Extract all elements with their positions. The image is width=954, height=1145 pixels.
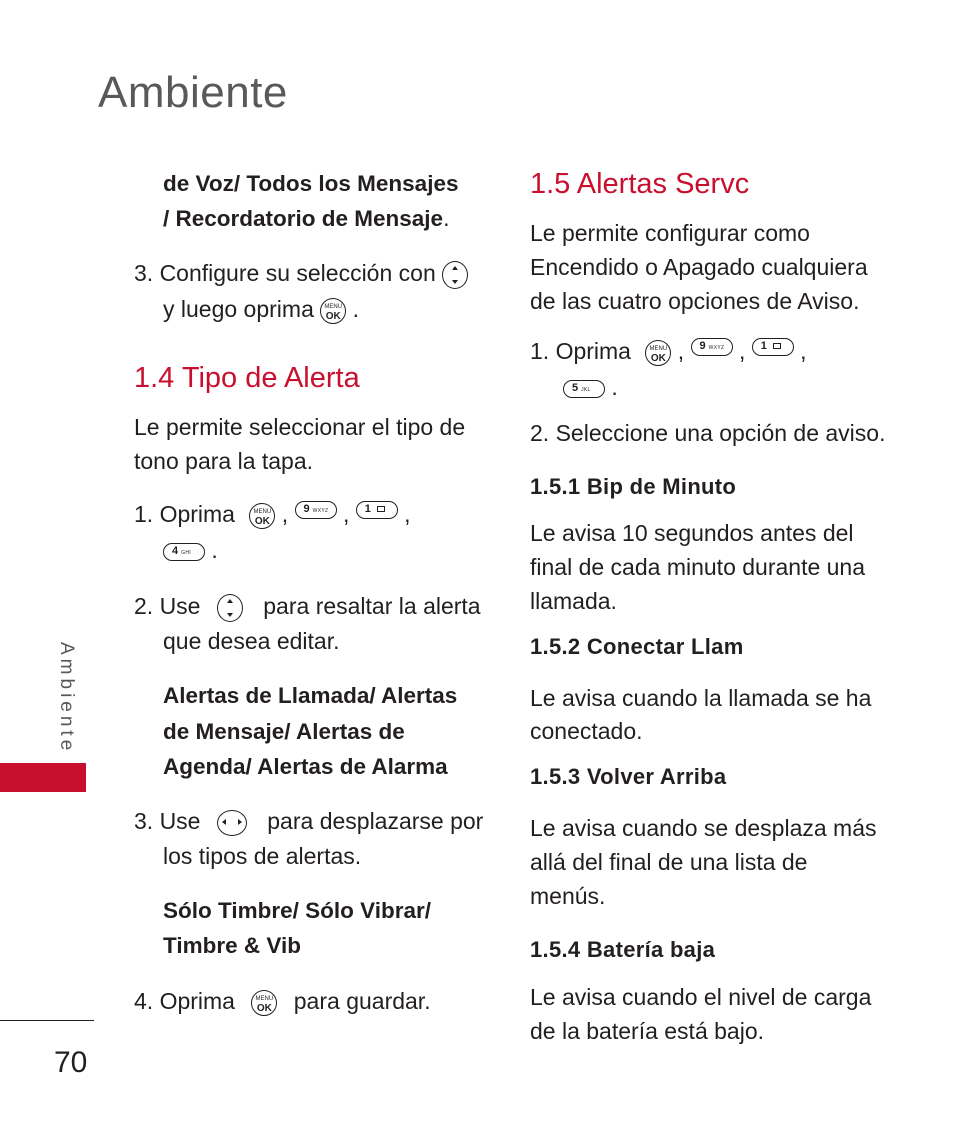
nav-up-down-icon xyxy=(217,594,243,622)
alert-options-line-3: Agenda/ Alertas de Alarma xyxy=(163,754,448,779)
section-desc-line-2: tono para la tapa. xyxy=(134,448,314,474)
left-step-1-line-2: 4 GHI . xyxy=(163,533,218,567)
footer-rule xyxy=(0,1020,94,1021)
page-title: Ambiente xyxy=(98,68,288,117)
step-3-line-1: 3. Configure su selección con xyxy=(134,256,468,290)
menu-ok-icon: MENU OK xyxy=(320,298,346,324)
continued-options-line-2: / Recordatorio de Mensaje. xyxy=(163,205,450,231)
subsection-title-volver-arriba: 1.5.3 Volver Arriba xyxy=(530,764,727,789)
subsection-title-conectar-llam: 1.5.2 Conectar Llam xyxy=(530,634,744,659)
left-step-1-line-1: 1. Oprima MENU OK , 9 WXYZ , 1 , xyxy=(134,501,411,527)
left-step-2-line-1: 2. Use para resaltar la alerta xyxy=(134,589,481,623)
right-step-1-line-1: 1. Oprima MENU OK , 9 WXYZ , 1 , xyxy=(530,338,807,364)
sub1-text-line-2: final de cada minuto durante una xyxy=(530,554,866,580)
sub2-text-line-2: conectado. xyxy=(530,718,643,744)
sub3-text-line-1: Le avisa cuando se desplaza más xyxy=(530,815,877,841)
right-step-1-line-2: 5 JKL . xyxy=(563,370,618,404)
nav-left-right-icon xyxy=(217,810,247,836)
left-step-3-line-2: los tipos de alertas. xyxy=(163,843,362,869)
sub1-text-line-3: llamada. xyxy=(530,588,617,614)
right-desc-line-1: Le permite configurar como xyxy=(530,220,810,246)
key-4-icon: 4 GHI xyxy=(163,543,205,561)
menu-ok-icon: MENU OK xyxy=(251,990,277,1016)
side-section-label: Ambiente xyxy=(56,642,77,755)
subsection-title-bip-de-minuto: 1.5.1 Bip de Minuto xyxy=(530,474,737,499)
key-1-icon: 1 xyxy=(752,338,794,356)
section-title-alertas-servc: 1.5 Alertas Servc xyxy=(530,168,750,200)
continued-options-line-1: de Voz/ Todos los Mensajes xyxy=(163,171,459,196)
alert-options-line-2: de Mensaje/ Alertas de xyxy=(163,719,405,744)
key-1-icon: 1 xyxy=(356,501,398,519)
sub1-text-line-1: Le avisa 10 segundos antes del xyxy=(530,520,854,546)
key-9-icon: 9 WXYZ xyxy=(295,501,337,519)
menu-ok-icon: MENU OK xyxy=(249,503,275,529)
sub3-text-line-2: allá del final de una lista de xyxy=(530,849,808,875)
menu-ok-icon: MENU OK xyxy=(645,340,671,366)
right-desc-line-3: de las cuatro opciones de Aviso. xyxy=(530,288,860,314)
key-9-icon: 9 WXYZ xyxy=(691,338,733,356)
left-step-2-line-2: que desea editar. xyxy=(163,628,340,654)
side-tab-marker xyxy=(0,763,86,792)
ringer-options-line-2: Timbre & Vib xyxy=(163,933,301,958)
page-number: 70 xyxy=(54,1046,88,1079)
section-desc-line-1: Le permite seleccionar el tipo de xyxy=(134,414,466,440)
section-title-tipo-de-alerta: 1.4 Tipo de Alerta xyxy=(134,362,360,394)
step-3-line-2: y luego oprima MENU OK . xyxy=(163,296,360,322)
left-step-4: 4. Oprima MENU OK para guardar. xyxy=(134,988,431,1014)
subsection-title-bateria-baja: 1.5.4 Batería baja xyxy=(530,937,716,962)
nav-up-down-icon xyxy=(442,261,468,289)
key-5-icon: 5 JKL xyxy=(563,380,605,398)
sub3-text-line-3: menús. xyxy=(530,883,606,909)
sub2-text-line-1: Le avisa cuando la llamada se ha xyxy=(530,685,872,711)
right-desc-line-2: Encendido o Apagado cualquiera xyxy=(530,254,868,280)
left-step-3-line-1: 3. Use para desplazarse por xyxy=(134,808,484,834)
alert-options-line-1: Alertas de Llamada/ Alertas xyxy=(163,683,458,708)
ringer-options-line-1: Sólo Timbre/ Sólo Vibrar/ xyxy=(163,898,431,923)
sub4-text-line-1: Le avisa cuando el nivel de carga xyxy=(530,984,872,1010)
right-step-2: 2. Seleccione una opción de aviso. xyxy=(530,420,886,446)
sub4-text-line-2: de la batería está bajo. xyxy=(530,1018,764,1044)
